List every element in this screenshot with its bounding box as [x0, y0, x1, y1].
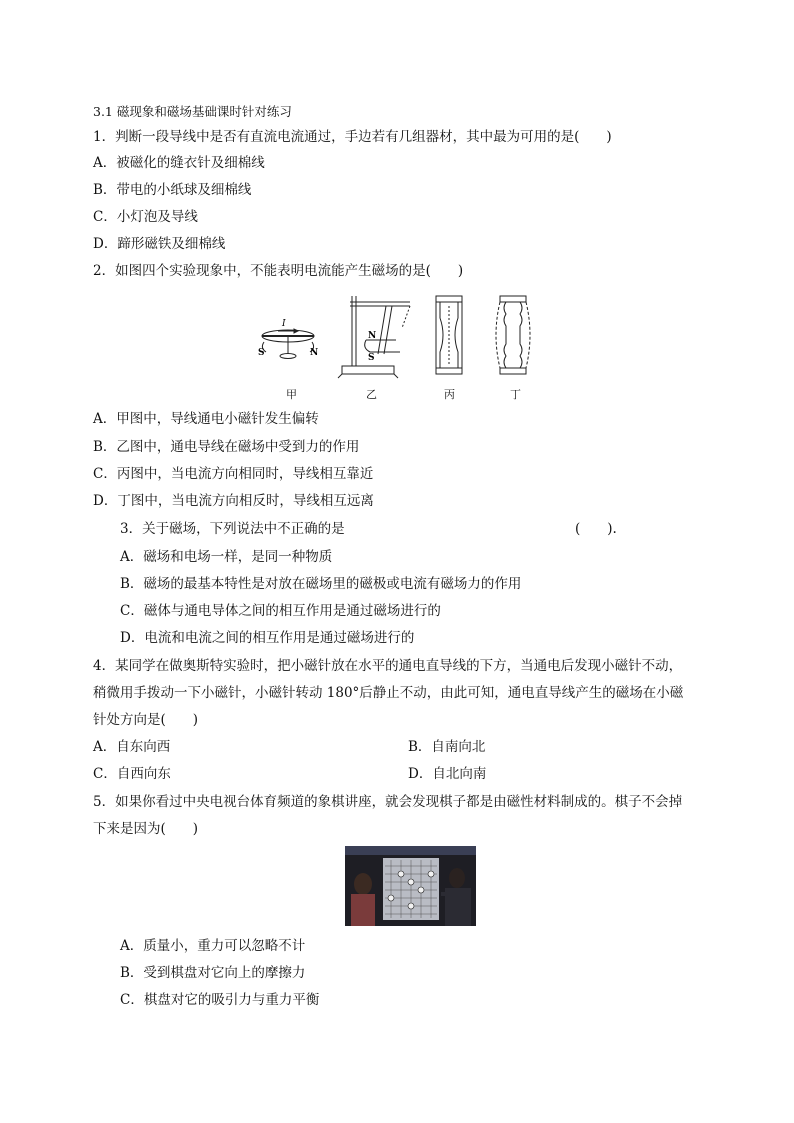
q1-option-b: B．带电的小纸球及细棉线 [93, 182, 252, 198]
s-pole-label-2: S [368, 353, 375, 363]
q4-option-c: C．自西向东 [93, 766, 171, 782]
q3-option-a: A．磁场和电场一样，是同一种物质 [120, 549, 333, 565]
q4-option-b: B．自南向北 [408, 739, 486, 755]
q3-option-c: C．磁体与通电导体之间的相互作用是通过磁场进行的 [120, 603, 441, 619]
figure-label-bing: 丙 [444, 388, 455, 401]
q5-stem-line-2: 下来是因为( ) [93, 821, 199, 837]
s-pole-label-1: S [258, 348, 265, 358]
q2-figure [250, 288, 550, 403]
tv-photo-svg [345, 846, 476, 926]
figure-jia-drawing [262, 329, 314, 359]
q3-answer-blank: ( ). [575, 521, 617, 537]
figure-label-ding: 丁 [510, 388, 521, 401]
q1-option-a: A．被磁化的缝衣针及细棉线 [93, 155, 265, 171]
current-label: I [282, 319, 286, 329]
figure-label-yi: 乙 [366, 388, 377, 401]
q2-stem: 2．如图四个实验现象中，不能表明电流能产生磁场的是( ) [93, 263, 464, 279]
q4-stem-line-1: 4．某同学在做奥斯特实验时，把小磁针放在水平的通电直导线的下方，当通电后发现小磁针不动， [93, 658, 683, 674]
q5-option-b: B．受到棋盘对它向上的摩擦力 [120, 965, 306, 981]
q5-option-c: C．棋盘对它的吸引力与重力平衡 [120, 992, 320, 1008]
q4-option-a: A．自东向西 [93, 739, 171, 755]
q2-option-b: B．乙图中，通电导线在磁场中受到力的作用 [93, 439, 360, 455]
q2-option-c: C．丙图中，当电流方向相同时，导线相互靠近 [93, 466, 374, 482]
q2-option-a: A．甲图中，导线通电小磁针发生偏转 [93, 411, 319, 427]
q3-stem: 3．关于磁场，下列说法中不正确的是 [120, 521, 345, 537]
q5-stem-line-1: 5．如果你看过中央电视台体育频道的象棋讲座，就会发现棋子都是由磁性材料制成的。棋子不会掉 [93, 794, 683, 810]
q5-tv-photo [345, 846, 476, 926]
q3-option-d: D．电流和电流之间的相互作用是通过磁场进行的 [120, 630, 415, 646]
q4-option-d: D．自北向南 [408, 766, 487, 782]
q2-option-d: D．丁图中，当电流方向相反时，导线相互远离 [93, 493, 374, 509]
q1-option-d: D．蹄形磁铁及细棉线 [93, 236, 226, 252]
n-pole-label-1: N [310, 348, 319, 358]
page-title: 3.1 磁现象和磁场基础课时针对练习 [93, 104, 292, 119]
q1-stem: 1．判断一段导线中是否有直流电流通过，手边若有几组器材，其中最为可用的是( ) [93, 129, 612, 145]
figure-label-jia: 甲 [286, 388, 297, 401]
n-pole-label-2: N [368, 331, 377, 341]
q1-option-c: C．小灯泡及导线 [93, 209, 198, 225]
q4-stem-line-3: 针处方向是( ) [93, 712, 199, 728]
q4-stem-line-2: 稍微用手拨动一下小磁针，小磁针转动 180°后静止不动，由此可知，通电直导线产生的磁场在小磁 [93, 685, 684, 701]
figure-ding-drawing [496, 296, 530, 374]
q3-option-b: B．磁场的最基本特性是对放在磁场里的磁极或电流有磁场力的作用 [120, 576, 522, 592]
q5-option-a: A．质量小，重力可以忽略不计 [120, 938, 306, 954]
figure-bing-drawing [436, 296, 462, 374]
